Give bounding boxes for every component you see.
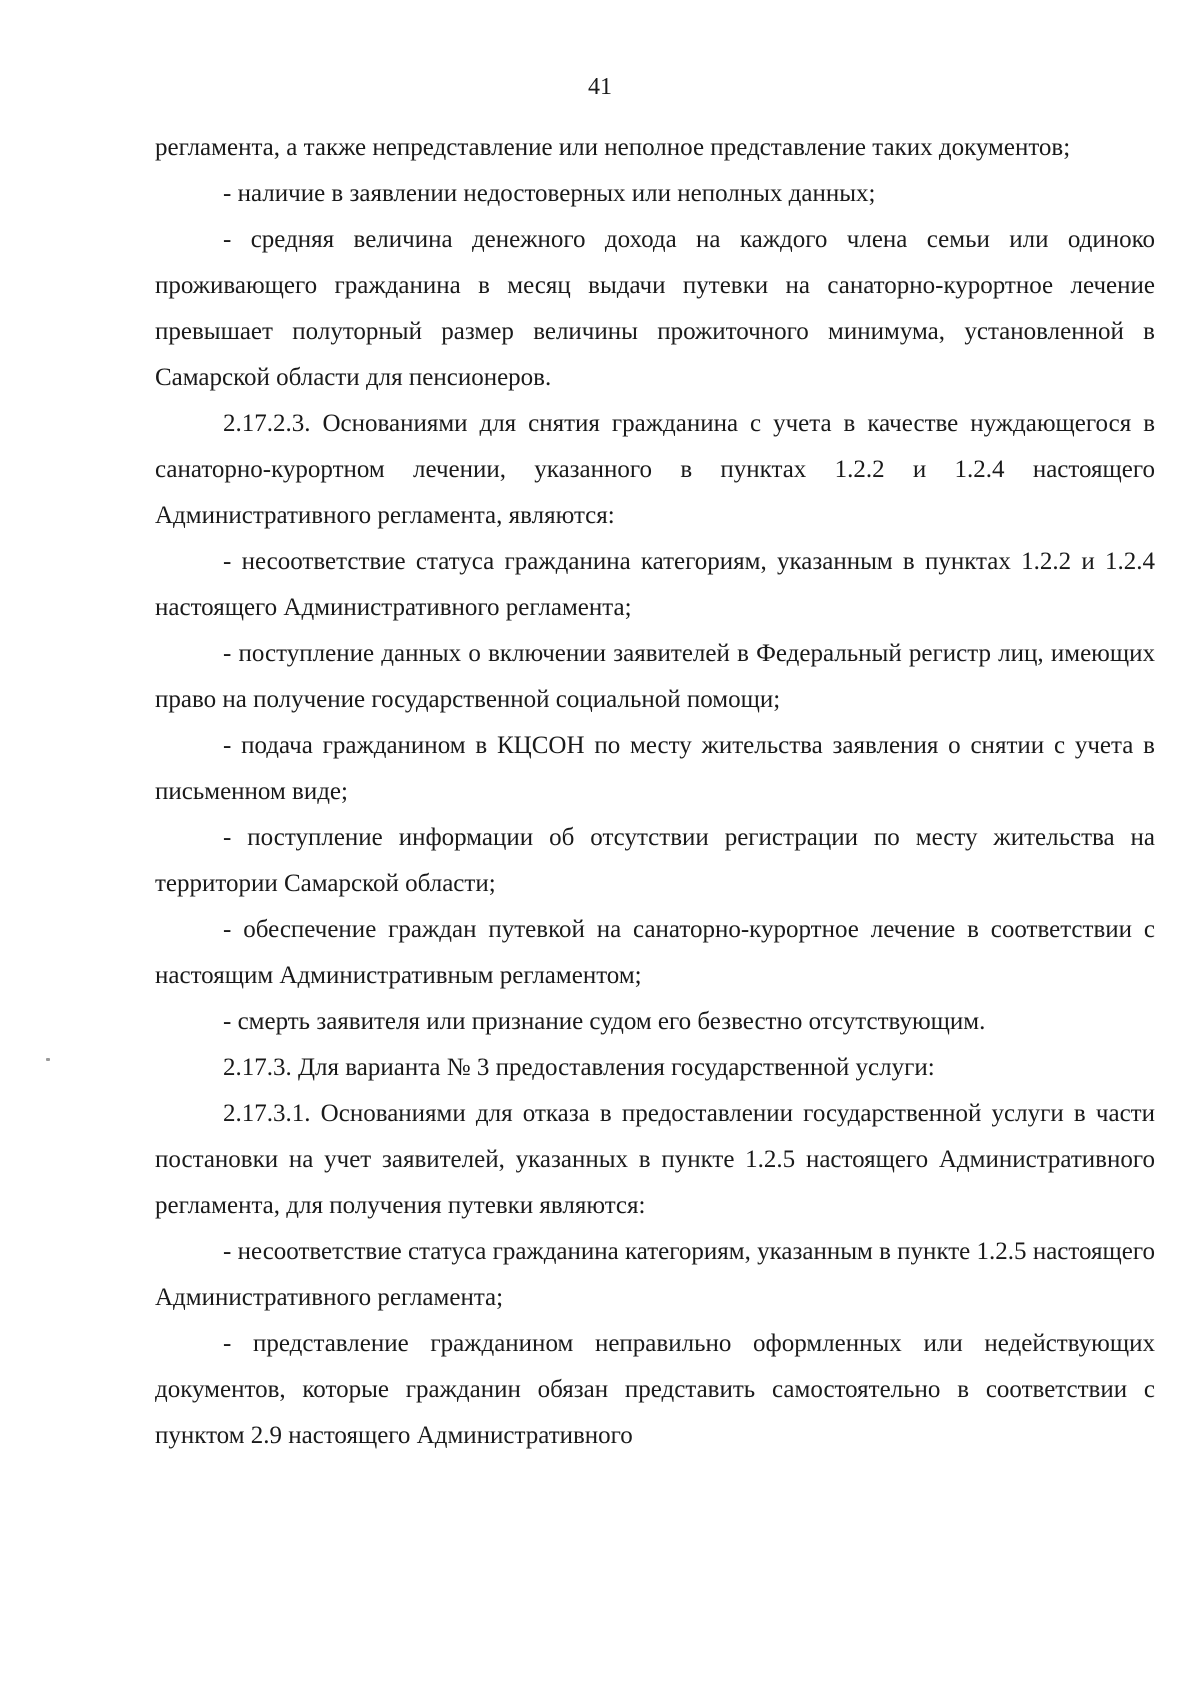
list-item-no-registration: - поступление информации об отсутствии регистрации по месту жительства на территории Самарской области; — [155, 824, 1155, 897]
list-item-voucher-provided: - обеспечение граждан путевкой на санаторно-курортное лечение в соответствии с настоящим Административным регламентом; — [155, 916, 1155, 989]
list-item-written-application: - подача гражданином в КЦСОН по месту жительства заявления о снятии с учета в письменном виде; — [155, 732, 1155, 805]
clause-2-17-3: 2.17.3. Для варианта № 3 предоставления государственной услуги: — [223, 1054, 935, 1081]
paragraph-continuation: регламента, а также непредставление или неполное представление таких документов; — [155, 134, 1071, 161]
list-item-status-mismatch-1-2-5: - несоответствие статуса гражданина категориям, указанным в пункте 1.2.5 настоящего Административного регламента; — [155, 1238, 1155, 1311]
clause-2-17-3-1: 2.17.3.1. Основаниями для отказа в предоставлении государственной услуги в части постановки на учет заявителей, указанных в пункте 1.2.5 настоящего Административного регламента, для получения путевки являются: — [155, 1100, 1155, 1219]
page-number: 41 — [588, 74, 612, 100]
list-item-incomplete-data: - наличие в заявлении недостоверных или неполных данных; — [223, 180, 876, 207]
list-item-income-threshold: - средняя величина денежного дохода на каждого члена семьи или одиноко проживающего гражданина в месяц выдачи путевки на санаторно-курортное лечение превышает полуторный размер величины прожиточного минимума, установленной в Самарской области для пенсионеров. — [155, 226, 1155, 391]
list-item-invalid-documents: - представление гражданином неправильно оформленных или недействующих документов, которые гражданин обязан представить самостоятельно в соответствии с пунктом 2.9 настоящего Административного — [155, 1330, 1155, 1449]
list-item-federal-register: - поступление данных о включении заявителей в Федеральный регистр лиц, имеющих право на получение государственной социальной помощи; — [155, 640, 1155, 713]
document-body — [155, 125, 1155, 1459]
list-item-status-mismatch: - несоответствие статуса гражданина категориям, указанным в пунктах 1.2.2 и 1.2.4 настоящего Административного регламента; — [155, 548, 1155, 621]
list-item-death-or-missing: - смерть заявителя или признание судом его безвестно отсутствующим. — [223, 1008, 986, 1035]
scan-speck — [46, 1058, 50, 1061]
clause-2-17-2-3: 2.17.2.3. Основаниями для снятия гражданина с учета в качестве нуждающегося в санаторно-курортном лечении, указанного в пунктах 1.2.2 и 1.2.4 настоящего Административного регламента, являются: — [155, 410, 1155, 529]
